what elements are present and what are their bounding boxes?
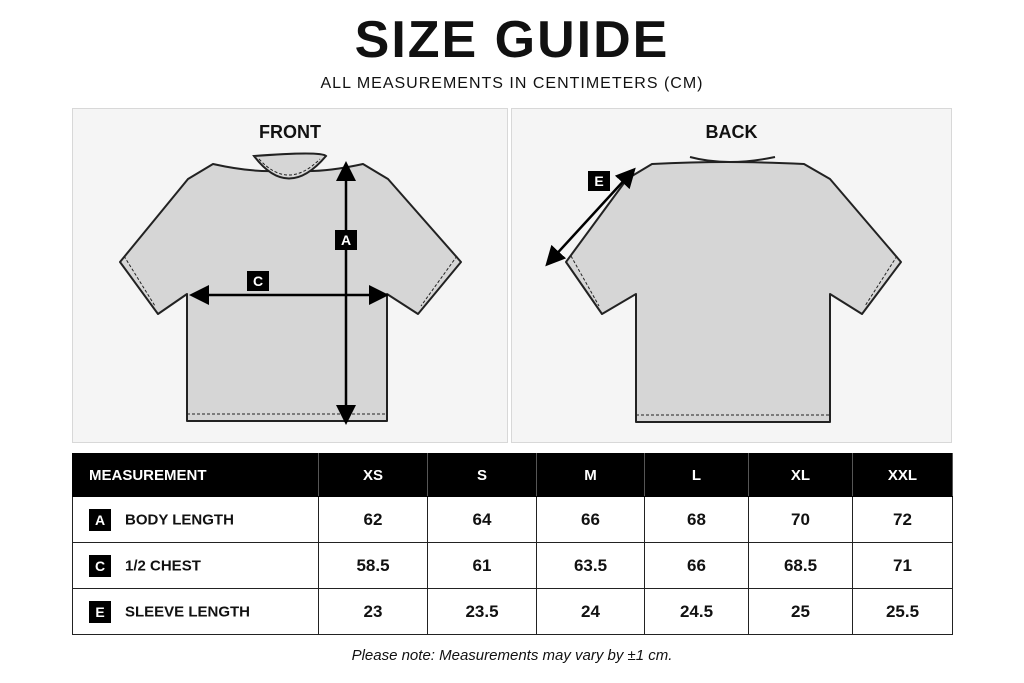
- table-cell: 70: [749, 497, 853, 543]
- table-cell: 24.5: [645, 589, 749, 635]
- table-cell: 66: [645, 543, 749, 589]
- header-size-s: S: [428, 454, 537, 497]
- row-label-cell: [73, 589, 319, 635]
- front-tshirt-illustration: [73, 109, 509, 444]
- front-panel-title: FRONT: [259, 122, 321, 142]
- table-cell: 25.5: [853, 589, 953, 635]
- marker-a-label: A: [340, 232, 352, 248]
- row-label: SLEEVE LENGTH: [125, 603, 251, 620]
- table-cell: 23: [319, 589, 428, 635]
- size-table: [72, 453, 953, 635]
- page-title: SIZE GUIDE: [354, 11, 670, 69]
- back-tshirt-shape: [566, 157, 901, 422]
- table-cell: 24: [537, 589, 645, 635]
- table-cell: 62: [319, 497, 428, 543]
- table-cell: 72: [853, 497, 953, 543]
- table-row-body-length: [73, 497, 953, 543]
- header-size-xxl: XXL: [853, 454, 953, 497]
- table-cell: 58.5: [319, 543, 428, 589]
- header-size-m: M: [537, 454, 645, 497]
- table-cell: 71: [853, 543, 953, 589]
- row-label-cell: [73, 543, 319, 589]
- row-code-badge: E: [89, 601, 111, 623]
- table-cell: 25: [749, 589, 853, 635]
- table-row-half-chest: [73, 543, 953, 589]
- header-measurement: MEASUREMENT: [73, 454, 319, 497]
- marker-e-label: E: [594, 173, 604, 189]
- back-tshirt-illustration: [512, 109, 953, 444]
- table-row-sleeve-length: [73, 589, 953, 635]
- table-cell: 23.5: [428, 589, 537, 635]
- row-label: 1/2 CHEST: [125, 557, 201, 574]
- front-panel: [72, 108, 508, 443]
- front-tshirt-shape: [120, 154, 461, 422]
- table-header-row: [73, 454, 953, 497]
- marker-c-label: C: [252, 273, 264, 289]
- row-code-badge: A: [89, 509, 111, 531]
- footnote: Please note: Measurements may vary by ±1 cm.: [351, 647, 673, 664]
- header-size-l: L: [645, 454, 749, 497]
- table-cell: 63.5: [537, 543, 645, 589]
- header-size-xl: XL: [749, 454, 853, 497]
- table-cell: 61: [428, 543, 537, 589]
- row-label-cell: [73, 497, 319, 543]
- table-cell: 68.5: [749, 543, 853, 589]
- back-panel-title: BACK: [705, 122, 758, 142]
- table-cell: 66: [537, 497, 645, 543]
- row-label: BODY LENGTH: [125, 511, 234, 528]
- page-subtitle: ALL MEASUREMENTS IN CENTIMETERS (CM): [320, 75, 704, 92]
- table-cell: 68: [645, 497, 749, 543]
- header-size-xs: XS: [319, 454, 428, 497]
- row-code-badge: C: [89, 555, 111, 577]
- table-cell: 64: [428, 497, 537, 543]
- back-panel: [511, 108, 952, 443]
